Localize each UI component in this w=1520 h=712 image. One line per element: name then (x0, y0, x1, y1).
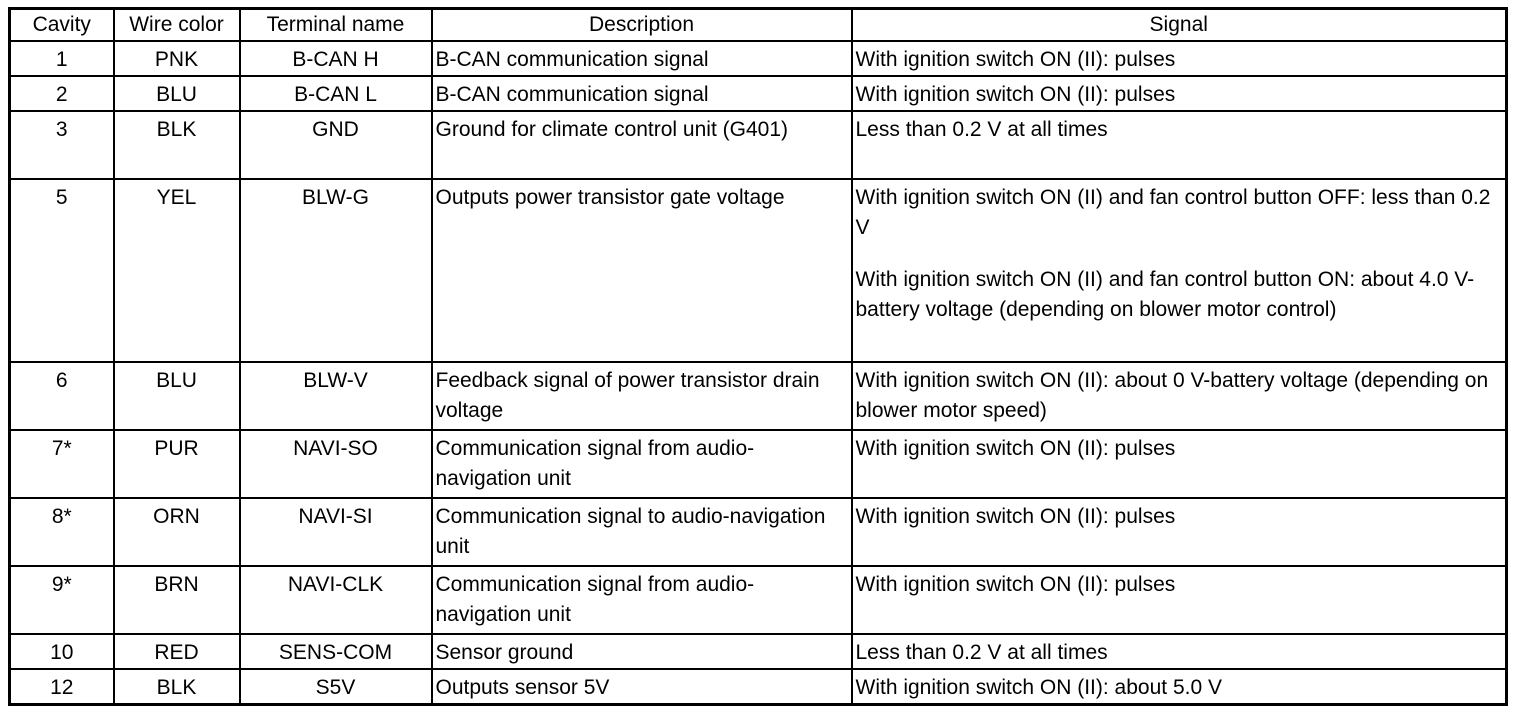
cell-cavity: 3 (10, 111, 114, 179)
signal-text: With ignition switch ON (II): pulses (855, 505, 1176, 528)
header-description: Description (432, 9, 852, 42)
cell-signal (852, 76, 1507, 111)
cell-cavity: 10 (10, 634, 114, 669)
table-row (10, 430, 1507, 498)
signal-text: With ignition switch ON (II): pulses (855, 437, 1176, 460)
cell-description: B-CAN communication signal (432, 41, 852, 76)
cell-wire-color: PNK (114, 41, 240, 76)
cell-terminal-name: NAVI-SI (240, 498, 432, 566)
cell-terminal-name: BLW-V (240, 362, 432, 430)
signal-text: With ignition switch ON (II): about 0 V-battery voltage (depending on blower motor speed) (855, 369, 1489, 422)
cell-wire-color: BLK (114, 669, 240, 705)
table-row (10, 362, 1507, 430)
table-header-row (10, 9, 1507, 42)
cell-description: Outputs power transistor gate voltage (432, 179, 852, 362)
header-wire-color: Wire color (114, 9, 240, 42)
cell-cavity: 6 (10, 362, 114, 430)
cell-description: Communication signal from audio-navigation unit (432, 430, 852, 498)
table-row (10, 179, 1507, 362)
cell-wire-color: BRN (114, 566, 240, 634)
table-row (10, 566, 1507, 634)
cell-wire-color: PUR (114, 430, 240, 498)
cell-signal (852, 111, 1507, 179)
signal-text: Less than 0.2 V at all times (855, 118, 1108, 141)
cell-description: Outputs sensor 5V (432, 669, 852, 705)
cell-terminal-name: NAVI-SO (240, 430, 432, 498)
signal-text: Less than 0.2 V at all times (855, 641, 1108, 664)
cell-terminal-name: GND (240, 111, 432, 179)
cell-signal (852, 41, 1507, 76)
signal-text: With ignition switch ON (II) and fan control button OFF: less than 0.2 V (855, 186, 1491, 239)
paragraph-gap (856, 243, 1503, 265)
cell-signal (852, 498, 1507, 566)
cell-terminal-name: SENS-COM (240, 634, 432, 669)
cell-signal (852, 669, 1507, 705)
cell-cavity: 7* (10, 430, 114, 498)
cell-wire-color: ORN (114, 498, 240, 566)
signal-text: With ignition switch ON (II): pulses (855, 83, 1176, 106)
cell-cavity: 12 (10, 669, 114, 705)
cell-wire-color: BLK (114, 111, 240, 179)
cell-signal (852, 634, 1507, 669)
table-row (10, 498, 1507, 566)
table-row (10, 76, 1507, 111)
cell-cavity: 5 (10, 179, 114, 362)
cell-terminal-name: BLW-G (240, 179, 432, 362)
cell-description: Sensor ground (432, 634, 852, 669)
cell-cavity: 9* (10, 566, 114, 634)
table-row (10, 669, 1507, 705)
connector-table-container (8, 7, 1505, 706)
header-signal: Signal (852, 9, 1507, 42)
connector-pinout-table (8, 7, 1508, 706)
header-terminal-name: Terminal name (240, 9, 432, 42)
signal-text: With ignition switch ON (II) and fan control button ON: about 4.0 V-battery voltage (depending on blower motor control) (855, 268, 1475, 321)
cell-description: Communication signal from audio-navigation unit (432, 566, 852, 634)
cell-terminal-name: S5V (240, 669, 432, 705)
table-row (10, 41, 1507, 76)
cell-cavity: 8* (10, 498, 114, 566)
cell-signal (852, 430, 1507, 498)
cell-terminal-name: NAVI-CLK (240, 566, 432, 634)
cell-description: Communication signal to audio-navigation unit (432, 498, 852, 566)
cell-description: Feedback signal of power transistor drain voltage (432, 362, 852, 430)
cell-description: B-CAN communication signal (432, 76, 852, 111)
cell-wire-color: YEL (114, 179, 240, 362)
signal-text: With ignition switch ON (II): pulses (855, 48, 1176, 71)
cell-signal (852, 179, 1507, 362)
cell-signal (852, 566, 1507, 634)
cell-cavity: 2 (10, 76, 114, 111)
table-row (10, 111, 1507, 179)
signal-text: With ignition switch ON (II): pulses (855, 573, 1176, 596)
cell-description: Ground for climate control unit (G401) (432, 111, 852, 179)
header-cavity: Cavity (10, 9, 114, 42)
signal-text: With ignition switch ON (II): about 5.0 V (855, 676, 1222, 699)
cell-terminal-name: B-CAN H (240, 41, 432, 76)
cell-wire-color: RED (114, 634, 240, 669)
cell-wire-color: BLU (114, 362, 240, 430)
cell-signal (852, 362, 1507, 430)
cell-cavity: 1 (10, 41, 114, 76)
table-row (10, 634, 1507, 669)
cell-terminal-name: B-CAN L (240, 76, 432, 111)
cell-wire-color: BLU (114, 76, 240, 111)
